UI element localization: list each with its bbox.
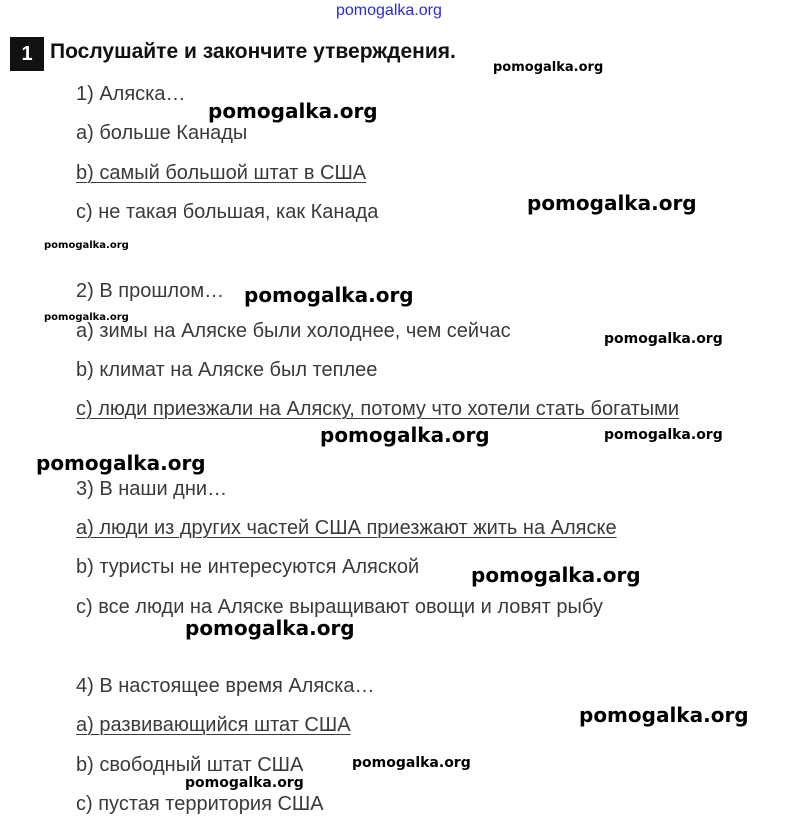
watermark: pomogalka.org (579, 703, 749, 727)
task-number-badge: 1 (10, 37, 44, 71)
watermark: pomogalka.org (320, 423, 490, 447)
question-4-option-a-correct: a) развивающийся штат США (76, 714, 351, 736)
question-2-stem: 2) В прошлом… (76, 280, 225, 302)
question-3-option-a-correct: a) люди из других частей США приезжают жить на Аляске (76, 517, 617, 539)
watermark: pomogalka.org (493, 60, 604, 75)
watermark: pomogalka.org (44, 240, 129, 251)
question-3-stem: 3) В наши дни… (76, 478, 228, 500)
question-2-option-b: b) климат на Аляске был теплее (76, 359, 378, 381)
question-3-option-b: b) туристы не интересуются Аляской (76, 556, 420, 578)
watermark: pomogalka.org (185, 616, 355, 640)
watermark: pomogalka.org (471, 563, 641, 587)
question-4-option-c: c) пустая территория США (76, 793, 324, 815)
top-watermark: pomogalka.org (336, 2, 442, 19)
question-2-option-a: a) зимы на Аляске были холоднее, чем сейчас (76, 320, 511, 342)
watermark: pomogalka.org (208, 99, 378, 123)
watermark: pomogalka.org (352, 755, 471, 771)
question-1-option-b-correct: b) самый большой штат в США (76, 162, 367, 184)
watermark: pomogalka.org (244, 283, 414, 307)
watermark: pomogalka.org (527, 191, 697, 215)
question-1-stem: 1) Аляска… (76, 83, 186, 105)
watermark: pomogalka.org (604, 331, 723, 347)
watermark: pomogalka.org (604, 427, 723, 443)
question-4-stem: 4) В настоящее время Аляска… (76, 675, 375, 697)
question-1-option-a: a) больше Канады (76, 122, 248, 144)
question-1-option-c: c) не такая большая, как Канада (76, 201, 379, 223)
watermark: pomogalka.org (185, 775, 304, 791)
question-4-option-b: b) свободный штат США (76, 754, 304, 776)
question-3-option-c: c) все люди на Аляске выращивают овощи и ловят рыбу (76, 596, 603, 618)
watermark: pomogalka.org (44, 312, 129, 323)
question-2-option-c-correct: c) люди приезжали на Аляску, потому что хотели стать богатыми (76, 398, 680, 420)
task-title: Послушайте и закончите утверждения. (50, 40, 456, 63)
watermark: pomogalka.org (36, 451, 206, 475)
